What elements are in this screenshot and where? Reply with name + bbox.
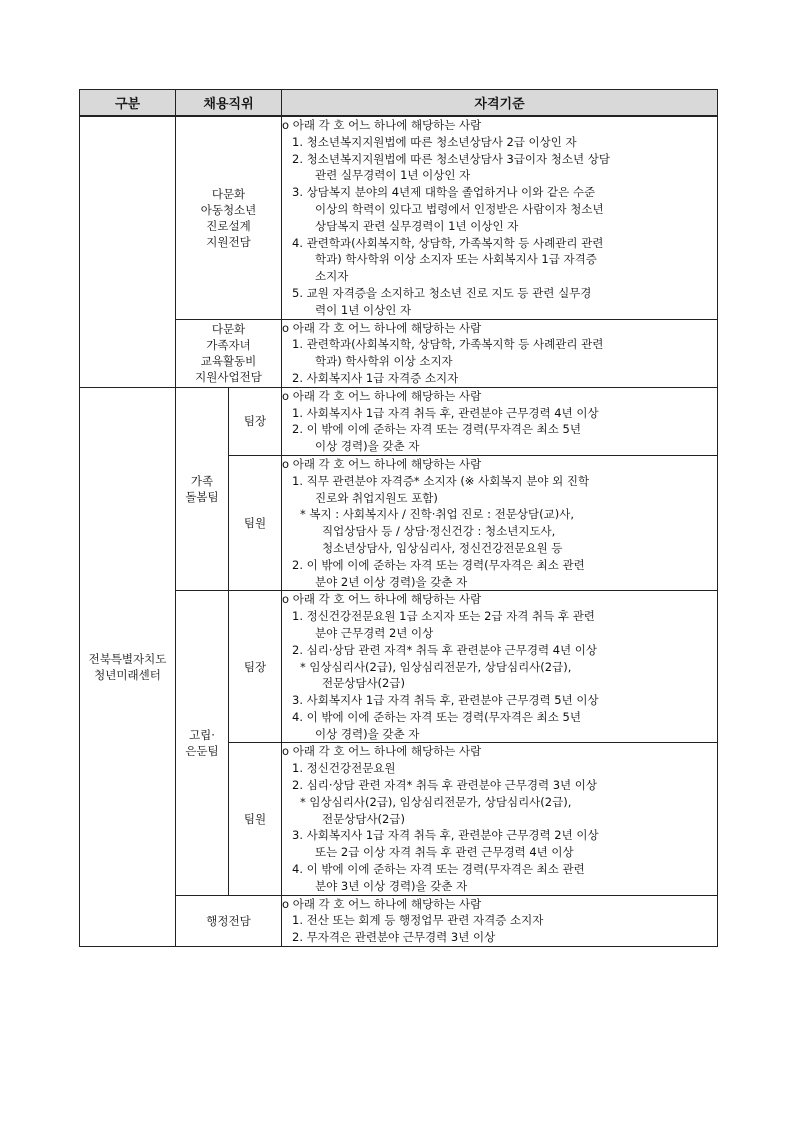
criteria-line: o 아래 각 호 어느 하나에 해당하는 사람 bbox=[282, 744, 482, 759]
criteria-line: * 임상심리사(2급), 임상심리전문가, 상담심리사(2급), bbox=[300, 794, 572, 809]
position-name-line: 아동청소년 bbox=[200, 202, 257, 217]
criteria-line: o 아래 각 호 어느 하나에 해당하는 사람 bbox=[282, 320, 482, 335]
criteria-line: 학과) 학사학위 이상 소지자 또는 사회복지사 1급 자격증 bbox=[315, 252, 597, 267]
table-row bbox=[80, 116, 718, 319]
criteria-line: 또는 2급 이상 자격 취득 후 관련 근무경력 4년 이상 bbox=[315, 845, 574, 860]
criteria-line: 2. 심리·상담 관련 자격* 취득 후 관련분야 근무경력 3년 이상 bbox=[292, 778, 598, 793]
criteria-line: 력이 1년 이상인 자 bbox=[315, 302, 412, 317]
position-name-line: 지원전담 bbox=[206, 234, 251, 249]
criteria-line: 이상의 학력이 있다고 법령에서 인정받은 사람이자 청소년 bbox=[315, 201, 604, 216]
criteria-cell bbox=[282, 319, 718, 387]
qualification-table bbox=[79, 89, 718, 947]
team-name-line: 고립· bbox=[189, 727, 215, 742]
org-name-line: 전북특별자치도 bbox=[88, 651, 167, 666]
criteria-line: 분야 2년 이상 경력)을 갖춘 자 bbox=[315, 574, 468, 589]
criteria-line: 소지자 bbox=[315, 269, 349, 284]
criteria-line: 3. 사회복지사 1급 자격 취득 후, 관련분야 근무경력 5년 이상 bbox=[292, 693, 599, 708]
criteria-line: o 아래 각 호 어느 하나에 해당하는 사람 bbox=[282, 118, 482, 132]
criteria-line: o 아래 각 호 어느 하나에 해당하는 사람 bbox=[282, 592, 482, 607]
role-cell: 팀장 bbox=[229, 387, 282, 455]
position-cell bbox=[176, 319, 282, 387]
header-criteria: 자격기준 bbox=[282, 90, 718, 117]
position-name-line: 진로설계 bbox=[206, 218, 251, 233]
criteria-cell bbox=[282, 591, 718, 743]
position-name-line: 지원사업전담 bbox=[195, 370, 262, 385]
table-row bbox=[80, 591, 718, 743]
criteria-line: 5. 교원 자격증을 소지하고 청소년 진로 지도 등 관련 실무경 bbox=[292, 285, 592, 300]
criteria-line: 관련 실무경력이 1년 이상인 자 bbox=[315, 168, 471, 183]
role-cell: 팀원 bbox=[229, 743, 282, 895]
criteria-line: 1. 청소년복지지원법에 따른 청소년상담사 2급 이상인 자 bbox=[292, 134, 577, 149]
position-name-line: 교육활동비 bbox=[200, 354, 257, 369]
org-name-line: 청년미래센터 bbox=[94, 667, 161, 682]
criteria-line: 1. 직무 관련분야 자격증* 소지자 (※ 사회복지 분야 외 진학 bbox=[292, 473, 590, 488]
criteria-line: 분야 3년 이상 경력)을 갖춘 자 bbox=[315, 878, 468, 893]
header-category: 구분 bbox=[80, 90, 176, 117]
criteria-line: 3. 상담복지 분야의 4년제 대학을 졸업하거나 이와 같은 수준 bbox=[292, 185, 596, 200]
criteria-line: 이상 경력)을 갖춘 자 bbox=[315, 726, 420, 741]
team-name-line: 돌봄팀 bbox=[185, 490, 219, 505]
category-cell bbox=[80, 387, 176, 946]
category-cell-empty bbox=[80, 116, 176, 387]
criteria-line: o 아래 각 호 어느 하나에 해당하는 사람 bbox=[282, 456, 482, 471]
team-cell bbox=[176, 591, 229, 895]
team-name-line: 가족 bbox=[190, 474, 214, 489]
criteria-cell bbox=[282, 455, 718, 590]
criteria-line: 1. 전산 또는 회계 등 행정업무 관련 자격증 소지자 bbox=[292, 913, 544, 928]
criteria-line: * 복지 : 사회복지사 / 진학·취업 진로 : 전문상담(교)사, bbox=[300, 507, 574, 522]
criteria-cell bbox=[282, 387, 718, 455]
criteria-line: o 아래 각 호 어느 하나에 해당하는 사람 bbox=[282, 896, 482, 911]
criteria-cell bbox=[282, 895, 718, 946]
table-row bbox=[80, 387, 718, 455]
table-row bbox=[80, 895, 718, 946]
criteria-line: 전문상담사(2급) bbox=[322, 676, 405, 691]
criteria-line: 청소년상담사, 임상심리사, 정신건강전문요원 등 bbox=[322, 540, 563, 555]
criteria-line: 4. 이 밖에 이에 준하는 자격 또는 경력(무자격은 최소 관련 bbox=[292, 862, 585, 877]
criteria-line: 2. 이 밖에 이에 준하는 자격 또는 경력(무자격은 최소 관련 bbox=[292, 557, 585, 572]
role-cell: 팀원 bbox=[229, 455, 282, 590]
criteria-line: 진로와 취업지원도 포함) bbox=[315, 490, 438, 505]
criteria-line: * 임상심리사(2급), 임상심리전문가, 상담심리사(2급), bbox=[300, 659, 572, 674]
criteria-line: 4. 관련학과(사회복지학, 상담학, 가족복지학 등 사례관리 관련 bbox=[292, 235, 604, 250]
table-row bbox=[80, 319, 718, 387]
criteria-line: 분야 근무경력 2년 이상 bbox=[315, 625, 434, 640]
criteria-line: 2. 이 밖에 이에 준하는 자격 또는 경력(무자격은 최소 5년 bbox=[292, 422, 581, 437]
criteria-line: 2. 무자격은 관련분야 근무경력 3년 이상 bbox=[292, 930, 496, 945]
criteria-line: 직업상담사 등 / 상담·정신건강 : 청소년지도사, bbox=[322, 524, 556, 539]
table-header-row bbox=[80, 90, 718, 117]
position-cell bbox=[176, 116, 282, 319]
criteria-line: o 아래 각 호 어느 하나에 해당하는 사람 bbox=[282, 388, 482, 403]
position-name-line: 다문화 bbox=[211, 322, 246, 337]
criteria-line: 1. 정신건강전문요원 bbox=[292, 761, 396, 776]
header-position: 채용직위 bbox=[176, 90, 282, 117]
criteria-cell bbox=[282, 116, 718, 319]
position-name-line: 가족자녀 bbox=[206, 338, 251, 353]
criteria-line: 1. 사회복지사 1급 자격 취득 후, 관련분야 근무경력 4년 이상 bbox=[292, 405, 599, 420]
criteria-cell bbox=[282, 743, 718, 895]
criteria-line: 상담복지 관련 실무경력이 1년 이상인 자 bbox=[315, 218, 519, 233]
team-cell bbox=[176, 387, 229, 591]
position-cell: 행정전담 bbox=[176, 895, 282, 946]
criteria-line: 학과) 학사학위 이상 소지자 bbox=[315, 354, 453, 369]
criteria-line: 1. 관련학과(사회복지학, 상담학, 가족복지학 등 사례관리 관련 bbox=[292, 337, 604, 352]
criteria-line: 이상 경력)을 갖춘 자 bbox=[315, 439, 420, 454]
criteria-line: 1. 정신건강전문요원 1급 소지자 또는 2급 자격 취득 후 관련 bbox=[292, 609, 595, 624]
criteria-line: 2. 심리·상담 관련 자격* 취득 후 관련분야 근무경력 4년 이상 bbox=[292, 642, 598, 657]
criteria-line: 4. 이 밖에 이에 준하는 자격 또는 경력(무자격은 최소 5년 bbox=[292, 709, 581, 724]
position-name-line: 다문화 bbox=[211, 186, 246, 201]
criteria-line: 전문상담사(2급) bbox=[322, 811, 405, 826]
team-name-line: 은둔팀 bbox=[185, 743, 219, 758]
criteria-line: 2. 사회복지사 1급 자격증 소지자 bbox=[292, 370, 459, 385]
criteria-line: 2. 청소년복지지원법에 따른 청소년상담사 3급이자 청소년 상담 bbox=[292, 151, 610, 166]
role-cell: 팀장 bbox=[229, 591, 282, 743]
criteria-line: 3. 사회복지사 1급 자격 취득 후, 관련분야 근무경력 2년 이상 bbox=[292, 828, 599, 843]
